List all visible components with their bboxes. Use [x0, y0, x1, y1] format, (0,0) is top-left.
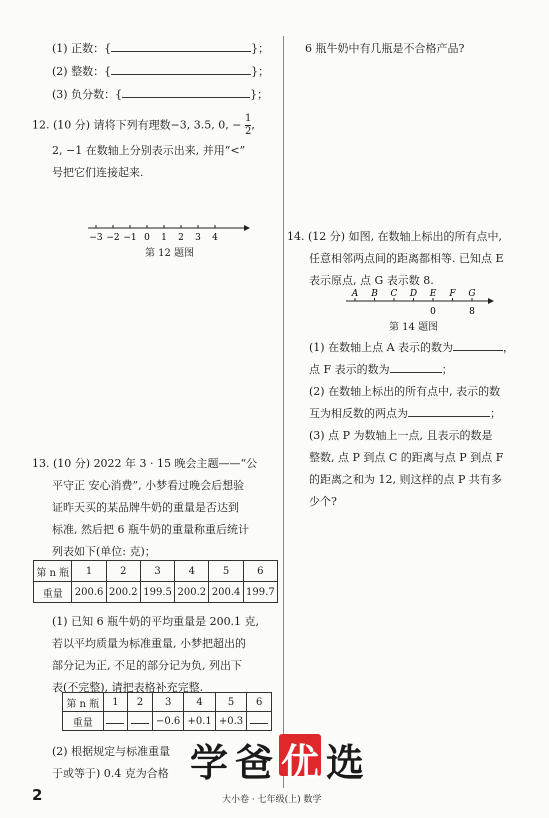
tick-label-eight: 8 — [469, 307, 475, 317]
comma: , — [251, 118, 255, 132]
point-label: B — [371, 289, 378, 299]
q14-s1 — [309, 339, 514, 355]
table-cell: 第 n 瓶 — [63, 693, 104, 712]
table-cell: 200.2 — [106, 582, 140, 603]
table-cell: 重量 — [34, 582, 72, 603]
q12-line1 — [32, 113, 255, 138]
q14-s3d: 少个? — [309, 495, 337, 508]
table-row — [34, 561, 278, 582]
q14-s1b — [309, 361, 453, 377]
table-cell: 4 — [184, 693, 215, 712]
q12-caption: 第 12 题图 — [145, 248, 195, 259]
q14-line3: 表示原点, 点 G 表示数 8. — [309, 274, 434, 287]
q13-p2: 若以平均质量为标准重量, 小梦把超出的 — [52, 637, 246, 650]
point-label: E — [429, 289, 437, 299]
page-number: 2 — [32, 786, 43, 804]
q13-line1: 13. (10 分) 2022 年 3 · 15 晚会主题——“公 — [32, 457, 258, 470]
answer-blank[interactable] — [111, 74, 251, 75]
bracket-close: }； — [251, 42, 270, 55]
q14-s2b — [309, 405, 501, 421]
table-cell: 2 — [128, 693, 153, 712]
q12-line3: 号把它们连接起来. — [52, 166, 144, 179]
table-cell: 1 — [72, 561, 106, 582]
q11-part1 — [52, 40, 269, 56]
semicolon: ； — [441, 363, 453, 376]
table-cell: 200.2 — [175, 582, 209, 603]
arrow-icon — [244, 225, 250, 231]
table-cell: 199.7 — [243, 582, 277, 603]
tick-label: 4 — [212, 233, 218, 243]
table-cell: 4 — [175, 561, 209, 582]
table-row — [63, 693, 272, 712]
q13-p3: 部分记为正, 不足的部分记为负, 列出下 — [52, 659, 242, 672]
q14-s3b: 整数, 点 P 到点 C 的距离与点 P 到点 F — [309, 451, 504, 464]
q12-line2: 2, −1 在数轴上分别表示出来, 并用“<” — [52, 144, 246, 157]
q14-line2: 任意相邻两点间的距离都相等. 已知点 E — [309, 252, 504, 265]
answer-blank[interactable] — [111, 51, 251, 52]
point-label: C — [390, 289, 398, 299]
fraction-denominator: 2 — [244, 126, 252, 137]
q11-part2-label: (2) 整数：{ — [52, 65, 112, 78]
table-row — [63, 712, 272, 731]
table-row — [34, 582, 278, 603]
table-cell: −0.6 — [152, 712, 183, 731]
bracket-close: }； — [251, 65, 270, 78]
q14-s2: (2) 在数轴上标出的所有点中, 表示的数 — [309, 385, 501, 398]
table-cell: 1 — [103, 693, 128, 712]
table-cell: 6 — [243, 561, 277, 582]
tick-label: 3 — [195, 233, 201, 243]
table-cell: 3 — [152, 693, 183, 712]
q14-line1: 14. (12 分) 如图, 在数轴上标出的所有点中, — [287, 230, 503, 243]
watermark-char: 爸 — [235, 741, 274, 785]
column-divider — [283, 36, 284, 788]
q13-p4: 表(不完整), 请把表格补充完整. — [52, 681, 204, 694]
q11-part3 — [52, 86, 268, 102]
table-cell: +0.1 — [184, 712, 215, 731]
weight-table — [33, 560, 278, 603]
watermark-char: 学 — [190, 741, 229, 785]
q14-s2b-text: 互为相反数的两点为 — [309, 407, 408, 420]
tick-label-zero: 0 — [430, 307, 436, 317]
answer-blank[interactable] — [453, 350, 503, 351]
q14-s1b-text: 点 F 表示的数为 — [309, 363, 390, 376]
q13-line4: 标准, 然后把 6 瓶牛奶的重量称重后统计 — [52, 523, 249, 536]
table-cell: 199.5 — [140, 582, 174, 603]
watermark-char: 选 — [326, 741, 365, 785]
q14-s3: (3) 点 P 为数轴上一点, 且表示的数是 — [309, 429, 493, 442]
deviation-table — [62, 692, 272, 731]
q11-part1-label: (1) 正数：{ — [52, 42, 112, 55]
tick-label: −3 — [89, 233, 103, 243]
table-cell[interactable] — [247, 712, 272, 731]
table-cell: 3 — [140, 561, 174, 582]
q13-line3: 证昨天买的某品牌牛奶的重量是否达到 — [52, 501, 239, 514]
q14-s1-text: (1) 在数轴上点 A 表示的数为 — [309, 341, 454, 354]
tick-label: 1 — [161, 233, 167, 243]
answer-blank[interactable] — [390, 372, 442, 373]
table-cell: +0.3 — [215, 712, 246, 731]
q13-line5: 列表如下(单位: 克)； — [52, 545, 156, 558]
answer-blank[interactable] — [250, 723, 268, 724]
fraction-numerator: 1 — [244, 113, 252, 124]
q11-part2 — [52, 63, 269, 79]
point-label: A — [351, 289, 359, 299]
table-cell[interactable] — [103, 712, 128, 731]
semicolon: ； — [490, 407, 501, 420]
comma: ， — [503, 341, 515, 354]
table-cell: 5 — [209, 561, 243, 582]
q13-line2: 平守正 安心消费”, 小梦看过晚会后想验 — [52, 479, 245, 492]
table-cell: 第 n 瓶 — [34, 561, 72, 582]
answer-blank[interactable] — [408, 416, 490, 417]
q13-p6: 于或等于) 0.4 克为合格 — [52, 767, 169, 780]
table-cell: 6 — [247, 693, 272, 712]
table-cell: 200.6 — [72, 582, 106, 603]
watermark-char: 优 — [281, 741, 320, 785]
arrow-icon — [488, 298, 494, 304]
q11-part3-label: (3) 负分数：{ — [52, 88, 123, 101]
q12-number-line — [84, 222, 254, 244]
answer-blank[interactable] — [106, 723, 124, 724]
tick-label: 2 — [178, 233, 184, 243]
q14-number-line — [340, 286, 500, 320]
q13-followup: 6 瓶牛奶中有几瓶是不合格产品? — [305, 42, 465, 55]
q13-p5: (2) 根据规定与标准重量 — [52, 745, 171, 758]
table-cell: 重量 — [63, 712, 104, 731]
tick-label: 0 — [144, 233, 150, 243]
tick-label: −1 — [123, 233, 137, 243]
table-cell: 2 — [106, 561, 140, 582]
q14-caption: 第 14 题图 — [389, 322, 439, 333]
table-cell[interactable] — [128, 712, 153, 731]
table-cell: 200.4 — [209, 582, 243, 603]
table-cell: 5 — [215, 693, 246, 712]
point-label: F — [449, 289, 456, 299]
point-label: D — [409, 289, 418, 299]
tick-label: −2 — [106, 233, 120, 243]
answer-blank[interactable] — [122, 97, 250, 98]
bracket-close: }； — [250, 88, 269, 101]
q14-s3c: 的距离之和为 12, 则这样的点 P 共有多 — [309, 473, 502, 486]
point-labels — [351, 289, 476, 299]
footer-book-title: 大小卷 · 七年级(上) 数学 — [222, 795, 322, 805]
q13-p1: (1) 已知 6 瓶牛奶的平均重量是 200.1 克, — [52, 615, 260, 628]
q12-text: 12. (10 分) 请将下列有理数−3, 3.5, 0, − — [32, 118, 242, 132]
answer-blank[interactable] — [131, 723, 149, 724]
point-label: G — [468, 289, 476, 299]
